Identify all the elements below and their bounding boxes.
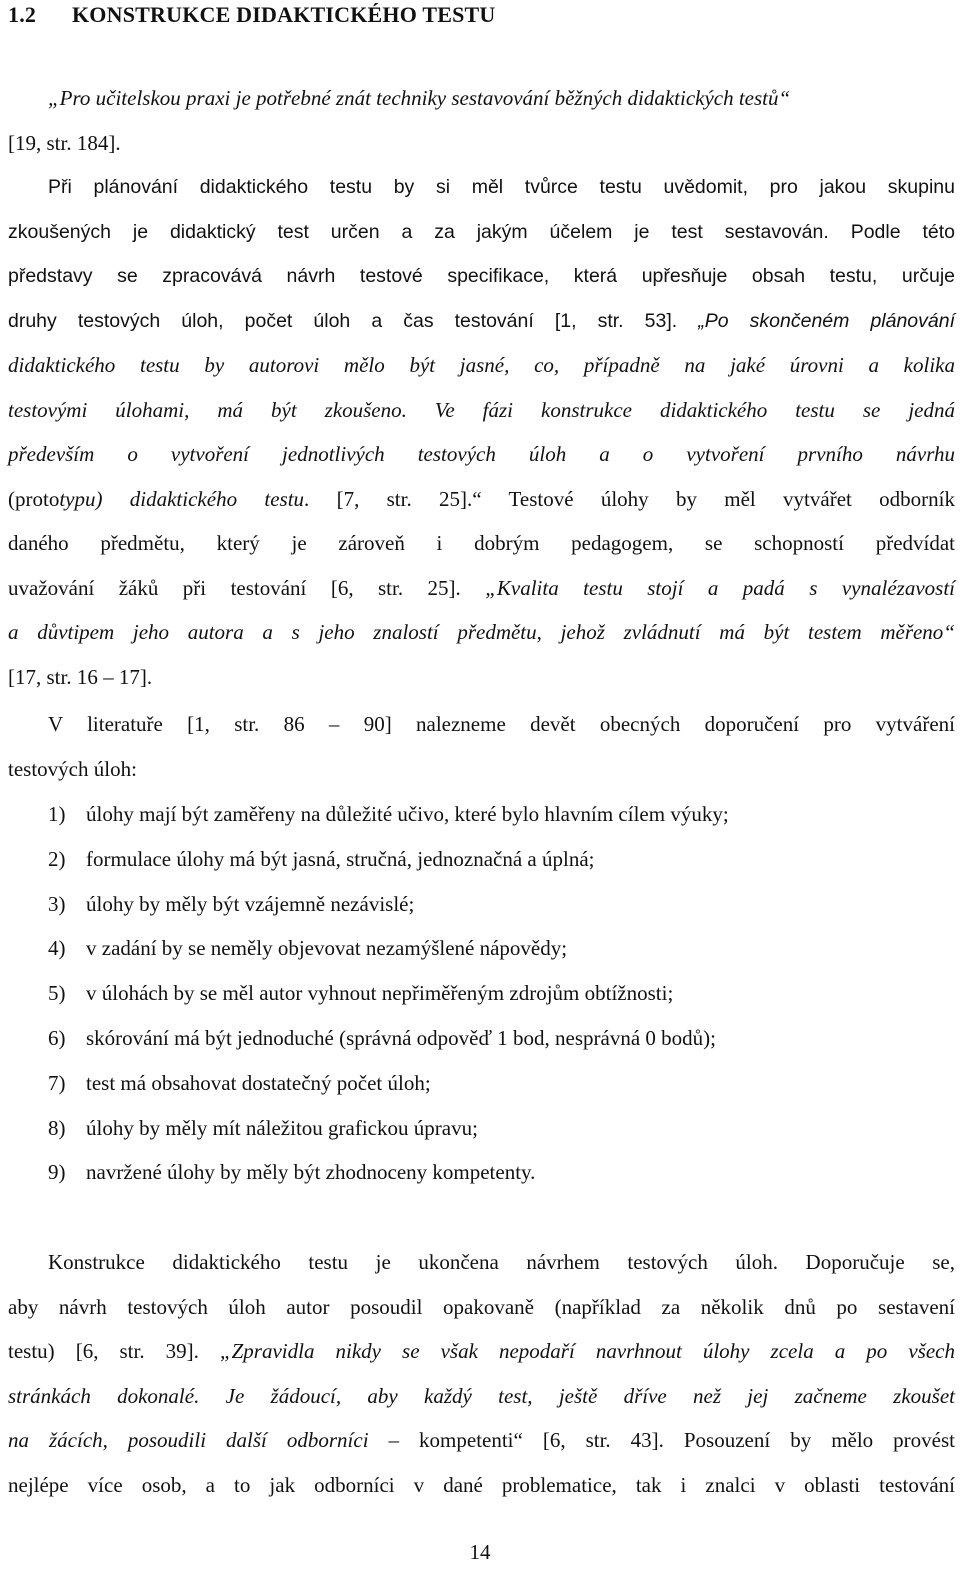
p1-text: představy se zpracovává návrh testové specifikace, která upřesňuje obsah testu, určuje bbox=[8, 265, 955, 287]
list-item bbox=[8, 792, 955, 837]
p3-text: testu) [6, str. 39]. bbox=[8, 1339, 199, 1363]
list-item-number: 1) bbox=[48, 802, 66, 826]
page-number: 14 bbox=[469, 1540, 491, 1564]
intro-citation: [19, str. 184]. bbox=[8, 130, 121, 155]
p1-quote: didaktického testu by autorovi mělo být jasné, co, případně na jaké úrovni a kolika bbox=[8, 353, 955, 377]
p1-line bbox=[8, 299, 955, 344]
p1-line bbox=[8, 610, 955, 655]
p1-text: daného předmětu, který je zároveň i dobrým pedagogem, se schopností předvídat bbox=[8, 531, 955, 555]
p2-line bbox=[8, 747, 955, 792]
list-item bbox=[8, 1061, 955, 1106]
list-item bbox=[8, 1016, 955, 1061]
paragraph-3 bbox=[8, 1240, 955, 1507]
list-item-text: skórování má být jednoduché (správná odpověď 1 bod, nesprávná 0 bodů); bbox=[86, 1025, 717, 1050]
p1-quote: testovými úlohami, má být zkoušeno. bbox=[8, 397, 407, 422]
p1-text: uvažování žáků při testování [6, str. 25]. bbox=[8, 575, 461, 600]
p1-text: Podle této bbox=[850, 220, 955, 243]
p1-line bbox=[8, 432, 955, 477]
p1-text: Při plánování didaktického testu by si měl tvůrce testu uvědomit, pro jakou skupinu bbox=[48, 176, 955, 198]
p3-line bbox=[8, 1418, 955, 1463]
list-item-text: v úlohách by se měl autor vyhnout nepřiměřeným zdrojům obtížnosti; bbox=[86, 981, 674, 1006]
list-item bbox=[8, 882, 955, 927]
intro-quote-line bbox=[8, 76, 955, 121]
p3-quote: stránkách dokonalé. Je žádoucí, aby každý test, ještě dříve než jej začneme zkoušet bbox=[8, 1383, 955, 1408]
p1-line bbox=[8, 477, 955, 522]
intro-quote: „Pro učitelskou praxi je potřebné znát techniky sestavování běžných didaktických testů“ bbox=[48, 86, 791, 110]
p1-text: druhy testových úloh, počet úloh a čas testování [1, str. 53]. bbox=[8, 309, 678, 332]
list-item bbox=[8, 1106, 955, 1151]
p3-line bbox=[8, 1240, 955, 1285]
p1-quote: typu) didaktického testu bbox=[59, 486, 305, 511]
p1-line bbox=[8, 210, 955, 255]
section-number: 1.2 bbox=[8, 2, 37, 27]
list-item bbox=[8, 971, 955, 1016]
p1-quote: „Po skončeném plánování bbox=[698, 309, 956, 332]
list-item-text: v zadání by se neměly objevovat nezamýšlené nápovědy; bbox=[86, 936, 568, 961]
list-item-text: úlohy by měly být vzájemně nezávislé; bbox=[86, 891, 415, 916]
p1-line bbox=[8, 343, 955, 388]
list-item-text: úlohy by měly mít náležitou grafickou úpravu; bbox=[86, 1115, 478, 1140]
p3-line bbox=[8, 1285, 955, 1330]
list-item-number: 9) bbox=[48, 1160, 66, 1185]
p1-line bbox=[8, 655, 955, 700]
paragraph-2 bbox=[8, 702, 955, 791]
list-item bbox=[8, 1150, 955, 1195]
list-item bbox=[8, 926, 955, 971]
p1-text: “ Testové úlohy by měl vytvářet odborník bbox=[472, 486, 955, 511]
intro-citation-line bbox=[8, 121, 955, 166]
p3-text: Konstrukce didaktického testu je ukončena návrhem testových úloh. Doporučuje se, bbox=[48, 1250, 955, 1274]
p3-line bbox=[8, 1329, 955, 1374]
p3-text: nejlépe více osob, a to jak odborníci v dané problematice, tak i znalci v oblasti testování bbox=[8, 1472, 955, 1497]
recommendations-list bbox=[8, 792, 955, 1195]
list-item-text: úlohy mají být zaměřeny na důležité učivo, které bylo hlavním cílem výuky; bbox=[86, 802, 729, 826]
p2-text: V literatuře [1, str. 86 – 90] nalezneme devět obecných doporučení pro vytváření bbox=[48, 712, 955, 736]
p1-quote: Ve fázi konstrukce didaktického testu se jedná bbox=[434, 397, 955, 422]
list-item-number: 8) bbox=[48, 1115, 66, 1140]
p3-quote: „Zpravidla nikdy se však nepodaří navrhnout úlohy zcela a po všech bbox=[219, 1339, 955, 1363]
list-item-number: 3) bbox=[48, 891, 66, 916]
list-item-text: navržené úlohy by měly být zhodnoceny kompetenty. bbox=[86, 1160, 536, 1185]
list-item bbox=[8, 837, 955, 882]
list-item-number: 6) bbox=[48, 1025, 66, 1050]
p3-text: aby návrh testových úloh autor posoudil opakovaně (například za několik dnů po sestavení bbox=[8, 1294, 955, 1319]
list-item-number: 4) bbox=[48, 936, 66, 961]
p1-text: [17, str. 16 – 17]. bbox=[8, 664, 153, 689]
p2-text: testových úloh: bbox=[8, 756, 137, 781]
list-item-text: test má obsahovat dostatečný počet úloh; bbox=[86, 1070, 431, 1095]
section-title: KONSTRUKCE DIDAKTICKÉHO TESTU bbox=[72, 2, 496, 27]
p1-quote: a důvtipem jeho autora a s jeho znalostí předmětu, jehož zvládnutí má být testem měřeno“ bbox=[8, 620, 955, 644]
p1-line bbox=[8, 165, 955, 210]
list-item-number: 5) bbox=[48, 981, 66, 1006]
p1-text: (proto bbox=[8, 486, 60, 511]
p3-text: – kompetenti“ [6, str. 43]. Posouzení by mělo provést bbox=[388, 1428, 955, 1452]
p1-text: . [7, str. 25]. bbox=[304, 486, 473, 511]
list-item-number: 7) bbox=[48, 1070, 66, 1095]
list-item-text: formulace úlohy má být jasná, stručná, jednoznačná a úplná; bbox=[86, 846, 595, 871]
p1-line bbox=[8, 254, 955, 299]
section-heading bbox=[8, 2, 496, 28]
p1-line bbox=[8, 566, 955, 611]
p1-quote: „Kvalita testu stojí a padá s vynalézavostí bbox=[485, 575, 955, 600]
paragraph-1 bbox=[8, 165, 955, 699]
list-item-number: 2) bbox=[48, 846, 66, 871]
p3-line bbox=[8, 1374, 955, 1419]
p1-line bbox=[8, 521, 955, 566]
p2-line bbox=[8, 702, 955, 747]
p3-line bbox=[8, 1463, 955, 1508]
p1-line bbox=[8, 388, 955, 433]
p1-quote: především o vytvoření jednotlivých testových úloh a o vytvoření prvního návrhu bbox=[8, 442, 955, 466]
p3-quote: na žácích, posoudili další odborníci bbox=[8, 1428, 369, 1452]
intro-quote-block bbox=[8, 76, 955, 165]
p1-text: zkoušených je didaktický test určen a za jakým účelem je test sestavován. bbox=[8, 220, 829, 243]
